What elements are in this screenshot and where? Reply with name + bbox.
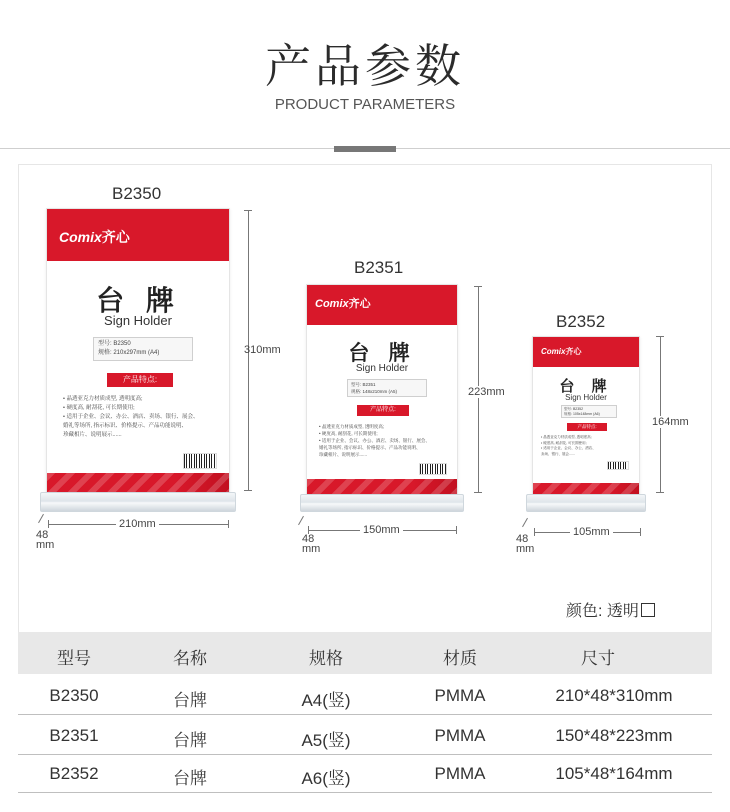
acrylic-base bbox=[526, 494, 646, 512]
table-cell: PMMA bbox=[434, 686, 486, 705]
dimension-tick bbox=[48, 520, 49, 528]
width-dimension: 210mm bbox=[116, 518, 159, 530]
header-size: 尺寸 bbox=[581, 649, 615, 668]
brand-logo: Comix齐心 bbox=[541, 347, 582, 356]
brand-logo: Comix齐心 bbox=[315, 298, 371, 310]
spec-box: 型号: B2352 规格: 105x148mm (A6) bbox=[561, 405, 617, 418]
feature-tag: 产品特点: bbox=[357, 405, 409, 416]
table-header bbox=[18, 632, 712, 674]
dimension-tick bbox=[456, 526, 457, 534]
brand-logo: Comix齐心 bbox=[59, 229, 130, 245]
sheet-title: 台 牌 bbox=[559, 377, 613, 395]
header-spec: 规格 bbox=[309, 649, 343, 668]
page-subtitle: PRODUCT PARAMETERS bbox=[274, 96, 456, 113]
dimension-tick bbox=[244, 210, 252, 211]
table-cell: 150*48*223mm bbox=[555, 726, 673, 745]
header-divider-accent bbox=[334, 146, 396, 152]
header-material: 材质 bbox=[443, 649, 477, 668]
sheet-bottom-bar bbox=[307, 479, 457, 495]
sign-sheet bbox=[532, 336, 640, 496]
feature-tag: 产品特点: bbox=[107, 373, 173, 387]
color-swatch-transparent bbox=[641, 603, 655, 617]
row-divider bbox=[18, 714, 712, 715]
width-dimension: 105mm bbox=[570, 526, 613, 538]
dimension-tick bbox=[656, 492, 664, 493]
table-cell: PMMA bbox=[434, 764, 486, 783]
depth-dimension: 48 mm bbox=[516, 533, 535, 555]
page-title: 产品参数 bbox=[265, 39, 465, 93]
sheet-subtitle: Sign Holder bbox=[104, 313, 172, 328]
dimension-tick bbox=[640, 528, 641, 536]
height-dimension-line bbox=[660, 336, 661, 492]
model-label-b2352: B2352 bbox=[556, 312, 606, 331]
sheet-subtitle: Sign Holder bbox=[565, 393, 607, 402]
sign-sheet bbox=[46, 208, 230, 494]
table-cell: B2350 bbox=[49, 686, 99, 705]
page-header bbox=[0, 0, 730, 150]
row-divider bbox=[18, 792, 712, 793]
height-dimension: 310mm bbox=[244, 344, 281, 356]
barcode bbox=[419, 463, 447, 475]
acrylic-base bbox=[40, 492, 236, 512]
dimension-tick bbox=[244, 490, 252, 491]
spec-box: 型号: B2350 规格: 210x297mm (A4) bbox=[93, 337, 193, 361]
table-cell: B2352 bbox=[49, 764, 99, 783]
header-model: 型号 bbox=[57, 649, 91, 668]
color-label: 颜色: 透明 bbox=[566, 603, 639, 620]
feature-tag: 产品特点: bbox=[567, 423, 607, 431]
row-divider bbox=[18, 754, 712, 755]
header-name: 名称 bbox=[173, 649, 207, 668]
dimension-tick bbox=[474, 286, 482, 287]
model-label-b2351: B2351 bbox=[354, 258, 404, 277]
feature-text: • 晶透亚克力材质成型, 透明度高; • 硬度高, 耐刮花, 可长期使用; • 适用于企业、会议、办公、酒店、 卖场、银行、展会...... bbox=[541, 435, 596, 456]
spec-box: 型号: B2351 规格: 148x210mm (A5) bbox=[347, 379, 427, 397]
barcode bbox=[183, 453, 217, 469]
table-cell: 210*48*310mm bbox=[555, 686, 673, 705]
height-dimension: 223mm bbox=[468, 386, 505, 398]
dimension-tick bbox=[474, 492, 482, 493]
table-cell: B2351 bbox=[49, 726, 99, 745]
table-cell: A4(竖) bbox=[301, 691, 351, 710]
table-cell: 台牌 bbox=[173, 731, 207, 750]
sheet-title: 台 牌 bbox=[348, 341, 416, 365]
sheet-title: 台 牌 bbox=[96, 284, 180, 317]
barcode bbox=[607, 461, 629, 470]
width-dimension: 150mm bbox=[360, 524, 403, 536]
dimension-tick bbox=[656, 336, 664, 337]
table-cell: 台牌 bbox=[173, 769, 207, 788]
color-info bbox=[566, 598, 655, 621]
acrylic-base bbox=[300, 494, 464, 512]
sign-sheet bbox=[306, 284, 458, 496]
model-label-b2350: B2350 bbox=[112, 184, 162, 203]
table-cell: A6(竖) bbox=[301, 769, 351, 788]
table-cell: 台牌 bbox=[173, 691, 207, 710]
table-cell: PMMA bbox=[434, 726, 486, 745]
feature-text: • 晶透亚克力材质成型, 透明度高; • 硬度高, 耐刮花, 可长期使用; • 适用于企业、会议、办公、酒店、卖场、银行、展会、 婚礼等场所, 指示标识、价格提示、产品功能说明、 珍藏相片、说明展示...... bbox=[63, 396, 199, 438]
depth-dimension: 48 mm bbox=[302, 533, 321, 555]
height-dimension: 164mm bbox=[652, 416, 689, 428]
sheet-bottom-bar bbox=[47, 473, 229, 493]
dimension-tick bbox=[228, 520, 229, 528]
feature-text: • 晶透亚克力材质成型, 透明度高; • 硬度高, 耐刮花, 可长期使用; • 适用于企业、会议、办公、酒店、卖场、银行、展会、 婚礼等场所, 指示标识、价格提示、产品功能说明、 珍藏相片、说明展示...... bbox=[319, 424, 430, 457]
table-cell: A5(竖) bbox=[301, 731, 351, 750]
depth-dimension: 48 mm bbox=[36, 529, 55, 551]
sheet-subtitle: Sign Holder bbox=[355, 363, 409, 374]
table-cell: 105*48*164mm bbox=[555, 764, 673, 783]
